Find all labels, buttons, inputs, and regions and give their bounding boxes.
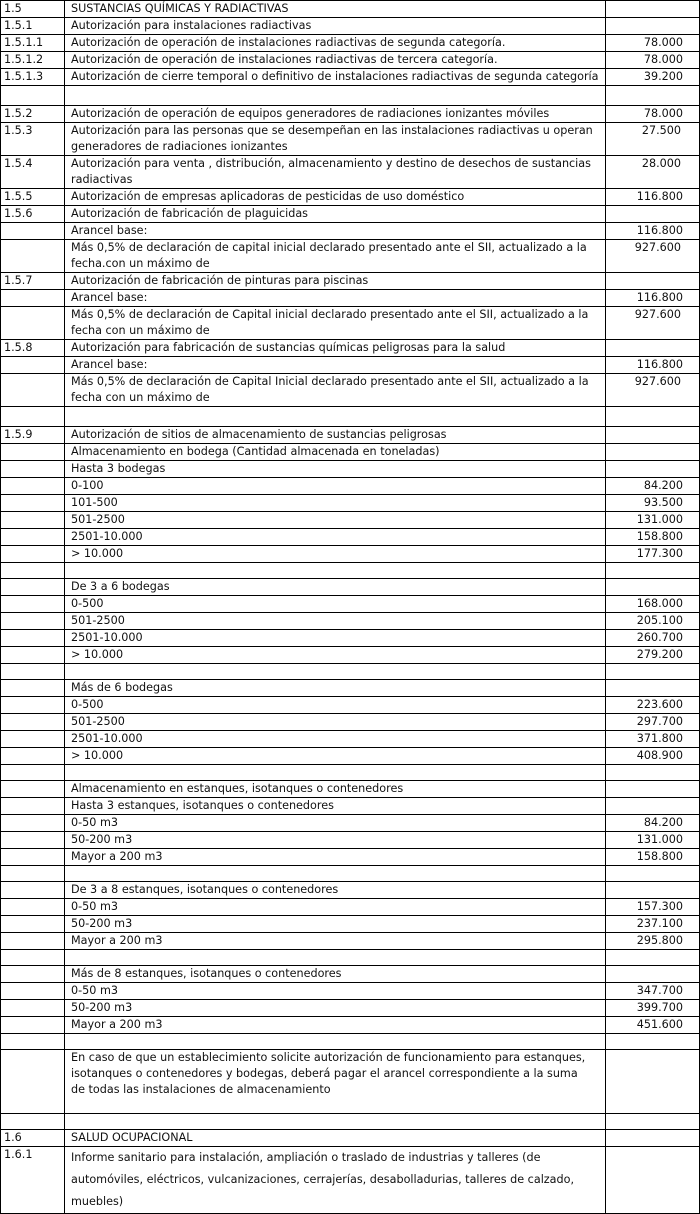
item-amount — [606, 882, 700, 899]
table-row — [1, 1017, 700, 1034]
table-row — [1, 916, 700, 933]
item-code: 1.6.1 — [1, 1147, 65, 1214]
item-description — [65, 765, 606, 781]
item-amount — [606, 206, 700, 223]
item-code — [1, 1017, 65, 1034]
item-code — [1, 374, 65, 407]
table-row — [1, 596, 700, 613]
item-amount: 371.800 — [606, 731, 700, 748]
item-amount: 84.200 — [606, 478, 700, 495]
table-row — [1, 340, 700, 357]
item-code — [1, 529, 65, 546]
item-amount — [606, 866, 700, 882]
table-row — [1, 529, 700, 546]
table-row — [1, 966, 700, 983]
item-code — [1, 512, 65, 529]
table-row — [1, 882, 700, 899]
item-amount — [606, 1050, 700, 1114]
item-code: 1.5 — [1, 1, 65, 18]
item-code: 1.5.9 — [1, 427, 65, 444]
item-amount: 451.600 — [606, 1017, 700, 1034]
item-description: Informe sanitario para instalación, ampliación o traslado de industrias y talleres (de automóviles, eléctricos, vulcanizaciones, cerrajerías, desabolladurias, talleres de calzado, muebles) — [65, 1147, 606, 1214]
table-row — [1, 748, 700, 765]
item-code — [1, 223, 65, 240]
item-description: SUSTANCIAS QUÍMICAS Y RADIACTIVAS — [65, 1, 606, 18]
item-amount: 927.600 — [606, 374, 700, 407]
item-amount: 205.100 — [606, 613, 700, 630]
item-code — [1, 495, 65, 512]
item-amount: 27.500 — [606, 123, 700, 156]
table-row — [1, 35, 700, 52]
item-description — [65, 1034, 606, 1050]
item-code — [1, 680, 65, 697]
item-description: 0-50 m3 — [65, 899, 606, 916]
item-description: 0-50 m3 — [65, 983, 606, 1000]
table-row — [1, 680, 700, 697]
item-amount — [606, 427, 700, 444]
item-amount — [606, 579, 700, 596]
item-description: Autorización de sitios de almacenamiento de sustancias peligrosas — [65, 427, 606, 444]
item-amount: 116.800 — [606, 223, 700, 240]
item-code — [1, 815, 65, 832]
item-amount — [606, 1147, 700, 1214]
item-amount — [606, 966, 700, 983]
table-row — [1, 983, 700, 1000]
item-code: 1.6 — [1, 1130, 65, 1147]
item-code — [1, 899, 65, 916]
item-description: 50-200 m3 — [65, 1000, 606, 1017]
item-code: 1.5.2 — [1, 106, 65, 123]
table-row — [1, 950, 700, 966]
item-description: 2501-10.000 — [65, 529, 606, 546]
item-description: 50-200 m3 — [65, 916, 606, 933]
item-description — [65, 866, 606, 882]
item-code — [1, 664, 65, 680]
item-code — [1, 765, 65, 781]
table-row — [1, 781, 700, 798]
table-row — [1, 613, 700, 630]
item-code: 1.5.1.3 — [1, 69, 65, 86]
table-row — [1, 899, 700, 916]
item-description: Autorización de operación de instalaciones radiactivas de segunda categoría. — [65, 35, 606, 52]
item-description: Más 0,5% de declaración de capital inicial declarado presentado ante el SII, actualizado a la fecha.con un máximo de — [65, 240, 606, 273]
item-amount — [606, 444, 700, 461]
table-row — [1, 714, 700, 731]
item-description — [65, 86, 606, 106]
item-description: 0-50 m3 — [65, 815, 606, 832]
item-amount: 260.700 — [606, 630, 700, 647]
item-code: 1.5.6 — [1, 206, 65, 223]
item-description: Arancel base: — [65, 223, 606, 240]
item-description: Autorización para las personas que se desempeñan en las instalaciones radiactivas u operan generadores de radiaciones ionizantes — [65, 123, 606, 156]
item-code — [1, 882, 65, 899]
item-code — [1, 849, 65, 866]
item-code — [1, 714, 65, 731]
item-code — [1, 1050, 65, 1114]
item-amount — [606, 18, 700, 35]
item-code — [1, 866, 65, 882]
item-code — [1, 966, 65, 983]
item-description: Almacenamiento en bodega (Cantidad almacenada en toneladas) — [65, 444, 606, 461]
table-row — [1, 647, 700, 664]
item-code: 1.5.1 — [1, 18, 65, 35]
item-description: 2501-10.000 — [65, 731, 606, 748]
table-row — [1, 1130, 700, 1147]
table-row — [1, 123, 700, 156]
table-row — [1, 290, 700, 307]
item-description: Arancel base: — [65, 357, 606, 374]
item-amount — [606, 273, 700, 290]
table-row — [1, 495, 700, 512]
item-description: Arancel base: — [65, 290, 606, 307]
item-description: Autorización de fabricación de pinturas para piscinas — [65, 273, 606, 290]
item-amount: 399.700 — [606, 1000, 700, 1017]
item-code — [1, 832, 65, 849]
item-description: > 10.000 — [65, 647, 606, 664]
item-code — [1, 240, 65, 273]
table-row — [1, 1050, 700, 1114]
item-amount — [606, 86, 700, 106]
item-amount: 158.800 — [606, 849, 700, 866]
item-description — [65, 563, 606, 579]
item-amount — [606, 461, 700, 478]
item-code: 1.5.1.2 — [1, 52, 65, 69]
item-amount — [606, 798, 700, 815]
item-amount — [606, 407, 700, 427]
item-code — [1, 697, 65, 714]
item-amount: 157.300 — [606, 899, 700, 916]
table-row — [1, 815, 700, 832]
item-description: 501-2500 — [65, 714, 606, 731]
table-row — [1, 1000, 700, 1017]
item-code — [1, 630, 65, 647]
item-description: > 10.000 — [65, 546, 606, 563]
item-description: 0-500 — [65, 596, 606, 613]
item-code — [1, 579, 65, 596]
item-description: Mayor a 200 m3 — [65, 849, 606, 866]
item-description: 2501-10.000 — [65, 630, 606, 647]
item-code: 1.5.7 — [1, 273, 65, 290]
item-amount: 131.000 — [606, 832, 700, 849]
item-description: Autorización para instalaciones radiactivas — [65, 18, 606, 35]
table-row — [1, 206, 700, 223]
item-description: Mayor a 200 m3 — [65, 933, 606, 950]
item-code: 1.5.8 — [1, 340, 65, 357]
item-amount: 78.000 — [606, 106, 700, 123]
item-description: Almacenamiento en estanques, isotanques o contenedores — [65, 781, 606, 798]
item-amount — [606, 680, 700, 697]
item-description: > 10.000 — [65, 748, 606, 765]
item-description: Autorización para venta , distribución, almacenamiento y destino de desechos de sustancias radiactivas — [65, 156, 606, 189]
table-row — [1, 832, 700, 849]
item-code — [1, 983, 65, 1000]
item-code — [1, 781, 65, 798]
table-row — [1, 765, 700, 781]
item-description: Autorización para fabricación de sustancias químicas peligrosas para la salud — [65, 340, 606, 357]
table-row — [1, 461, 700, 478]
item-code: 1.5.4 — [1, 156, 65, 189]
item-description: 50-200 m3 — [65, 832, 606, 849]
item-description: 101-500 — [65, 495, 606, 512]
item-code — [1, 478, 65, 495]
table-row — [1, 189, 700, 206]
table-row — [1, 1034, 700, 1050]
item-code — [1, 916, 65, 933]
item-code — [1, 290, 65, 307]
table-row — [1, 478, 700, 495]
item-code — [1, 731, 65, 748]
item-amount — [606, 563, 700, 579]
item-code — [1, 357, 65, 374]
table-row — [1, 866, 700, 882]
item-description: 0-500 — [65, 697, 606, 714]
item-amount: 28.000 — [606, 156, 700, 189]
table-row — [1, 697, 700, 714]
item-amount: 84.200 — [606, 815, 700, 832]
item-amount: 131.000 — [606, 512, 700, 529]
item-amount: 116.800 — [606, 189, 700, 206]
table-row — [1, 427, 700, 444]
table-row — [1, 240, 700, 273]
item-code — [1, 86, 65, 106]
item-amount: 295.800 — [606, 933, 700, 950]
item-description: 0-100 — [65, 478, 606, 495]
table-row — [1, 798, 700, 815]
item-amount: 177.300 — [606, 546, 700, 563]
item-amount: 408.900 — [606, 748, 700, 765]
item-amount — [606, 664, 700, 680]
item-amount: 223.600 — [606, 697, 700, 714]
table-row — [1, 69, 700, 86]
table-row — [1, 630, 700, 647]
item-amount: 158.800 — [606, 529, 700, 546]
item-code — [1, 307, 65, 340]
item-amount: 347.700 — [606, 983, 700, 1000]
item-description: De 3 a 8 estanques, isotanques o contenedores — [65, 882, 606, 899]
item-code — [1, 933, 65, 950]
item-description — [65, 664, 606, 680]
item-code: 1.5.1.1 — [1, 35, 65, 52]
item-code — [1, 546, 65, 563]
item-amount: 927.600 — [606, 307, 700, 340]
item-code — [1, 613, 65, 630]
table-row — [1, 307, 700, 340]
table-row — [1, 106, 700, 123]
item-amount — [606, 1114, 700, 1130]
item-code — [1, 647, 65, 664]
item-description: Autorización de empresas aplicadoras de pesticidas de uso doméstico — [65, 189, 606, 206]
table-row — [1, 933, 700, 950]
item-amount: 279.200 — [606, 647, 700, 664]
item-code — [1, 596, 65, 613]
table-row — [1, 546, 700, 563]
item-description: En caso de que un establecimiento solicite autorización de funcionamiento para estanques, isotanques o contenedores y bodegas, deberá pagar el arancel correspondiente a la suma de todas las instalaciones de almacenamiento — [65, 1050, 606, 1114]
item-code — [1, 798, 65, 815]
item-description — [65, 1114, 606, 1130]
item-description: Autorización de operación de equipos generadores de radiaciones ionizantes móviles — [65, 106, 606, 123]
item-amount — [606, 1130, 700, 1147]
table-row — [1, 86, 700, 106]
item-code — [1, 1034, 65, 1050]
item-amount: 116.800 — [606, 290, 700, 307]
item-amount — [606, 340, 700, 357]
item-amount: 93.500 — [606, 495, 700, 512]
item-description: Más de 8 estanques, isotanques o contenedores — [65, 966, 606, 983]
item-code — [1, 748, 65, 765]
table-row — [1, 1147, 700, 1214]
table-row — [1, 357, 700, 374]
table-row — [1, 156, 700, 189]
item-description: Hasta 3 bodegas — [65, 461, 606, 478]
table-row — [1, 731, 700, 748]
fee-table-body — [1, 1, 700, 1214]
table-row — [1, 579, 700, 596]
item-amount: 927.600 — [606, 240, 700, 273]
item-description: Autorización de cierre temporal o definitivo de instalaciones radiactivas de segunda categoría — [65, 69, 606, 86]
table-row — [1, 849, 700, 866]
item-description: SALUD OCUPACIONAL — [65, 1130, 606, 1147]
item-amount: 116.800 — [606, 357, 700, 374]
item-description: Hasta 3 estanques, isotanques o contenedores — [65, 798, 606, 815]
item-description — [65, 407, 606, 427]
item-description: De 3 a 6 bodegas — [65, 579, 606, 596]
item-amount: 78.000 — [606, 35, 700, 52]
item-amount: 297.700 — [606, 714, 700, 731]
item-description: Más 0,5% de declaración de Capital inicial declarado presentado ante el SII, actualizado a la fecha con un máximo de — [65, 307, 606, 340]
item-code — [1, 1114, 65, 1130]
item-description: Autorización de fabricación de plaguicidas — [65, 206, 606, 223]
item-amount: 78.000 — [606, 52, 700, 69]
item-amount: 168.000 — [606, 596, 700, 613]
table-row — [1, 273, 700, 290]
table-row — [1, 512, 700, 529]
table-row — [1, 1, 700, 18]
item-code — [1, 444, 65, 461]
item-description: Autorización de operación de instalaciones radiactivas de tercera categoría. — [65, 52, 606, 69]
item-code — [1, 407, 65, 427]
table-row — [1, 563, 700, 579]
item-amount: 237.100 — [606, 916, 700, 933]
item-amount: 39.200 — [606, 69, 700, 86]
item-code: 1.5.5 — [1, 189, 65, 206]
table-row — [1, 18, 700, 35]
item-description: Más 0,5% de declaración de Capital Inicial declarado presentado ante el SII, actualizado a la fecha con un máximo de — [65, 374, 606, 407]
item-description: 501-2500 — [65, 613, 606, 630]
table-row — [1, 374, 700, 407]
item-code — [1, 563, 65, 579]
table-row — [1, 444, 700, 461]
table-row — [1, 407, 700, 427]
item-code — [1, 950, 65, 966]
table-row — [1, 664, 700, 680]
item-code — [1, 461, 65, 478]
item-code: 1.5.3 — [1, 123, 65, 156]
table-row — [1, 52, 700, 69]
item-description — [65, 950, 606, 966]
item-description: Más de 6 bodegas — [65, 680, 606, 697]
item-code — [1, 1000, 65, 1017]
item-amount — [606, 1, 700, 18]
table-row — [1, 223, 700, 240]
table-row — [1, 1114, 700, 1130]
item-amount — [606, 950, 700, 966]
item-amount — [606, 1034, 700, 1050]
item-amount — [606, 781, 700, 798]
item-amount — [606, 765, 700, 781]
item-description: Mayor a 200 m3 — [65, 1017, 606, 1034]
item-description: 501-2500 — [65, 512, 606, 529]
